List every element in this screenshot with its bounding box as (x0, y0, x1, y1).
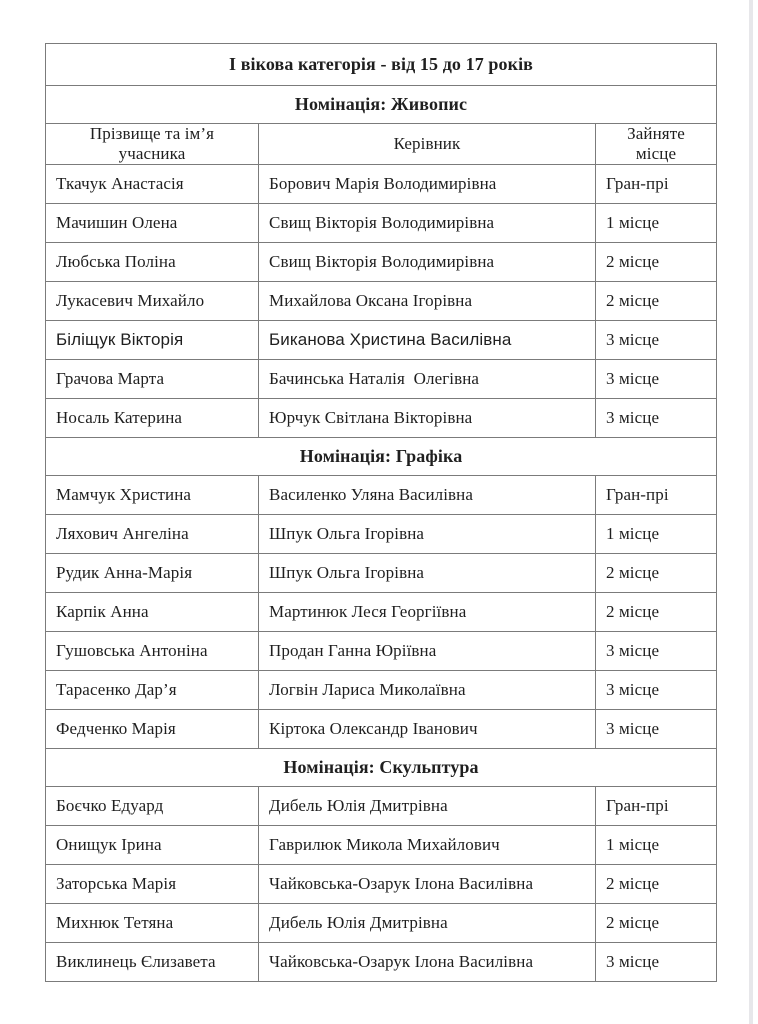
section-header-row (46, 749, 717, 787)
column-header-row (46, 124, 717, 165)
table-row (46, 165, 717, 204)
results-table (45, 43, 717, 982)
place-cell: 2 місце (596, 554, 717, 593)
table-row (46, 282, 717, 321)
place-cell: 3 місце (596, 399, 717, 438)
participant-cell: Лукасевич Михайло (46, 282, 259, 321)
participant-cell: Любська Поліна (46, 243, 259, 282)
supervisor-cell: Шпук Ольга Ігорівна (259, 515, 596, 554)
place-cell: 1 місце (596, 204, 717, 243)
supervisor-cell: Кіртока Олександр Іванович (259, 710, 596, 749)
section-label: Номінація: Живопис (46, 86, 717, 124)
section-label: Номінація: Графіка (46, 438, 717, 476)
supervisor-cell: Михайлова Оксана Ігорівна (259, 282, 596, 321)
supervisor-cell: Василенко Уляна Василівна (259, 476, 596, 515)
supervisor-cell: Юрчук Світлана Вікторівна (259, 399, 596, 438)
table-row (46, 360, 717, 399)
table-row (46, 399, 717, 438)
section-header-row (46, 86, 717, 124)
supervisor-cell: Мартинюк Леся Георгіївна (259, 593, 596, 632)
table-row (46, 243, 717, 282)
participant-cell: Грачова Марта (46, 360, 259, 399)
place-cell: 3 місце (596, 321, 717, 360)
place-cell: Гран-прі (596, 165, 717, 204)
place-cell: 3 місце (596, 632, 717, 671)
place-cell: 3 місце (596, 943, 717, 982)
supervisor-cell: Свищ Вікторія Володимирівна (259, 243, 596, 282)
table-row (46, 787, 717, 826)
table-row (46, 515, 717, 554)
supervisor-cell: Дибель Юлія Дмитрівна (259, 904, 596, 943)
place-cell: 3 місце (596, 671, 717, 710)
participant-cell: Біліщук Вікторія (46, 321, 259, 360)
table-row (46, 865, 717, 904)
table-row (46, 321, 717, 360)
supervisor-cell: Дибель Юлія Дмитрівна (259, 787, 596, 826)
participant-cell: Ткачук Анастасія (46, 165, 259, 204)
table-row (46, 904, 717, 943)
supervisor-cell: Биканова Христина Василівна (259, 321, 596, 360)
table-row (46, 710, 717, 749)
place-cell: 2 місце (596, 593, 717, 632)
table-row (46, 671, 717, 710)
place-cell: 2 місце (596, 243, 717, 282)
section-label: Номінація: Скульптура (46, 749, 717, 787)
scrollbar-track[interactable] (749, 0, 753, 1024)
supervisor-cell: Логвін Лариса Миколаївна (259, 671, 596, 710)
column-header-place: Зайняте місце (596, 124, 717, 165)
participant-cell: Карпік Анна (46, 593, 259, 632)
participant-cell: Михнюк Тетяна (46, 904, 259, 943)
table-title-row (46, 44, 717, 86)
participant-cell: Федченко Марія (46, 710, 259, 749)
participant-cell: Гушовська Антоніна (46, 632, 259, 671)
page-title: І вікова категорія - від 15 до 17 років (46, 44, 717, 86)
supervisor-cell: Чайковська-Озарук Ілона Василівна (259, 865, 596, 904)
place-cell: 3 місце (596, 710, 717, 749)
participant-cell: Носаль Катерина (46, 399, 259, 438)
table-row (46, 826, 717, 865)
participant-cell: Заторська Марія (46, 865, 259, 904)
participant-cell: Рудик Анна-Марія (46, 554, 259, 593)
table-row (46, 476, 717, 515)
supervisor-cell: Свищ Вікторія Володимирівна (259, 204, 596, 243)
participant-cell: Тарасенко Дар’я (46, 671, 259, 710)
participant-cell: Ляхович Ангеліна (46, 515, 259, 554)
place-cell: 1 місце (596, 826, 717, 865)
table-row (46, 593, 717, 632)
supervisor-cell: Шпук Ольга Ігорівна (259, 554, 596, 593)
place-cell: 2 місце (596, 865, 717, 904)
place-cell: Гран-прі (596, 476, 717, 515)
section-header-row (46, 438, 717, 476)
participant-cell: Боєчко Едуард (46, 787, 259, 826)
supervisor-cell: Гаврилюк Микола Михайлович (259, 826, 596, 865)
participant-cell: Онищук Ірина (46, 826, 259, 865)
supervisor-cell: Бачинська Наталія Олегівна (259, 360, 596, 399)
place-cell: 3 місце (596, 360, 717, 399)
participant-cell: Мачишин Олена (46, 204, 259, 243)
place-cell: 2 місце (596, 282, 717, 321)
supervisor-cell: Чайковська-Озарук Ілона Василівна (259, 943, 596, 982)
table-row (46, 943, 717, 982)
table-row (46, 632, 717, 671)
place-cell: 1 місце (596, 515, 717, 554)
participant-cell: Виклинець Єлизавета (46, 943, 259, 982)
column-header-supervisor: Керівник (259, 124, 596, 165)
table-row (46, 554, 717, 593)
column-header-participant: Прізвище та ім’я учасника (46, 124, 259, 165)
table-row (46, 204, 717, 243)
participant-cell: Мамчук Христина (46, 476, 259, 515)
place-cell: 2 місце (596, 904, 717, 943)
place-cell: Гран-прі (596, 787, 717, 826)
supervisor-cell: Продан Ганна Юріївна (259, 632, 596, 671)
supervisor-cell: Борович Марія Володимирівна (259, 165, 596, 204)
